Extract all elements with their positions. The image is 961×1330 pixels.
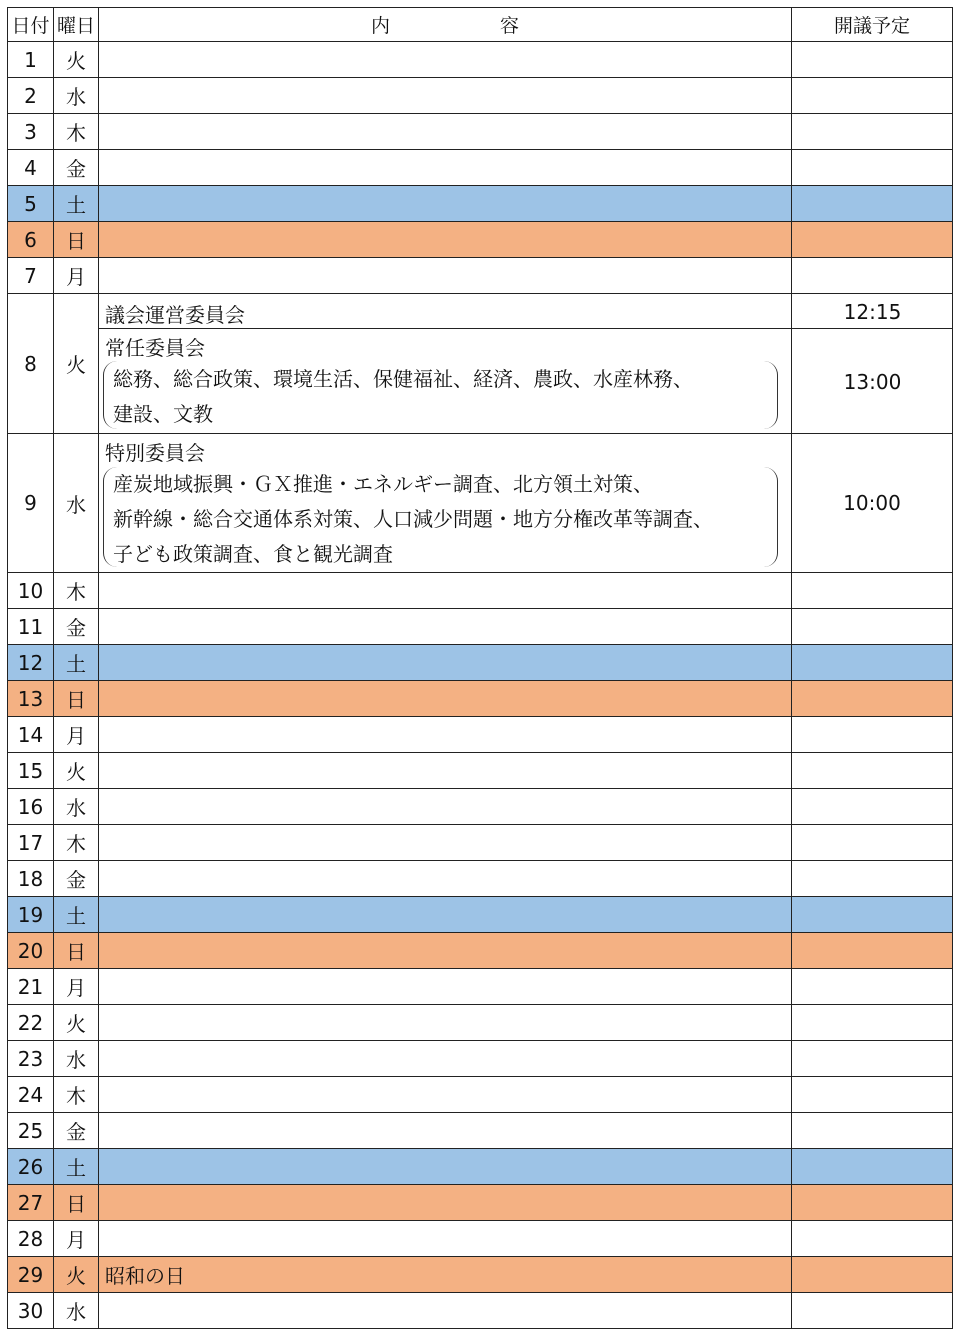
committee-list-line: 子ども政策調査、食と観光調査 [113, 542, 393, 566]
day-of-week-cell: 水 [54, 1293, 99, 1329]
date-cell: 14 [7, 717, 54, 753]
date-cell: 13 [7, 681, 54, 717]
time-cell [792, 186, 953, 222]
day-of-week-cell: 火 [54, 1257, 99, 1293]
day-of-week-cell: 月 [54, 717, 99, 753]
table-row [7, 150, 953, 186]
date-cell: 2 [7, 78, 54, 114]
date-cell: 1 [7, 42, 54, 78]
time-cell [792, 258, 953, 294]
table-row [7, 1041, 953, 1077]
header-content-a: 内 [370, 15, 390, 37]
content-cell [99, 753, 792, 789]
date-cell: 6 [7, 222, 54, 258]
time-cell [792, 645, 953, 681]
day-of-week-cell: 木 [54, 1077, 99, 1113]
content-cell [99, 1077, 792, 1113]
table-row [7, 1149, 953, 1185]
date-cell: 3 [7, 114, 54, 150]
table-row [7, 933, 953, 969]
time-cell [792, 1113, 953, 1149]
table-row [7, 1113, 953, 1149]
content-cell [99, 681, 792, 717]
table-row [7, 681, 953, 717]
divider [99, 328, 953, 329]
date-cell: 9 [7, 434, 54, 573]
time-cell [792, 609, 953, 645]
committee-list-line: 新幹線・総合交通体系対策、人口減少問題・地方分権改革等調査、 [113, 507, 713, 531]
date-cell: 19 [7, 897, 54, 933]
date-cell: 7 [7, 258, 54, 294]
day-of-week-cell: 水 [54, 789, 99, 825]
meeting-title: 議会運営委員会 [105, 303, 245, 327]
day-of-week-cell: 日 [54, 933, 99, 969]
table-row [7, 1005, 953, 1041]
time-cell [792, 114, 953, 150]
time-cell [792, 825, 953, 861]
time-cell [792, 1221, 953, 1257]
content-cell [99, 1005, 792, 1041]
header-start-time: 開議予定 [792, 7, 953, 42]
meeting-time: 12:15 [843, 299, 902, 324]
content-cell [99, 897, 792, 933]
committee-list-line: 建設、文教 [113, 402, 213, 426]
content-cell [99, 150, 792, 186]
content-cell [99, 1293, 792, 1329]
day-of-week-cell: 金 [54, 861, 99, 897]
time-cell [792, 753, 953, 789]
table-row [7, 573, 953, 609]
date-cell: 25 [7, 1113, 54, 1149]
committee-list-line: 総務、総合政策、環境生活、保健福祉、経済、農政、水産林務、 [113, 367, 693, 391]
table-row [7, 789, 953, 825]
date-cell: 22 [7, 1005, 54, 1041]
table-row [7, 609, 953, 645]
header-content-b: 容 [500, 15, 520, 37]
date-cell: 20 [7, 933, 54, 969]
day-of-week-cell: 日 [54, 222, 99, 258]
time-cell [792, 861, 953, 897]
time-cell [792, 681, 953, 717]
header-date: 日付 [7, 7, 54, 42]
date-cell: 21 [7, 969, 54, 1005]
date-cell: 4 [7, 150, 54, 186]
date-cell: 18 [7, 861, 54, 897]
date-cell: 26 [7, 1149, 54, 1185]
day-of-week-cell: 火 [54, 1005, 99, 1041]
time-cell [792, 573, 953, 609]
day-of-week-cell: 水 [54, 1041, 99, 1077]
content-cell [99, 78, 792, 114]
table-row [7, 258, 953, 294]
table-row [7, 1257, 953, 1293]
date-cell: 11 [7, 609, 54, 645]
table-row [7, 897, 953, 933]
content-cell [99, 933, 792, 969]
content-cell [99, 42, 792, 78]
table-row [7, 825, 953, 861]
time-cell [792, 717, 953, 753]
table-row [7, 1185, 953, 1221]
day-of-week-cell: 日 [54, 681, 99, 717]
table-row [7, 186, 953, 222]
content-cell [99, 222, 792, 258]
time-cell [792, 150, 953, 186]
meeting-time: 13:00 [843, 369, 902, 394]
date-cell: 5 [7, 186, 54, 222]
content-cell [99, 645, 792, 681]
time-cell [792, 294, 953, 434]
date-cell: 15 [7, 753, 54, 789]
meeting-title: 常任委員会 [105, 336, 205, 360]
time-cell [792, 1293, 953, 1329]
date-cell: 10 [7, 573, 54, 609]
day-of-week-cell: 土 [54, 186, 99, 222]
day-of-week-cell: 土 [54, 645, 99, 681]
content-cell [99, 573, 792, 609]
day-of-week-cell: 金 [54, 1113, 99, 1149]
date-cell: 12 [7, 645, 54, 681]
date-cell: 8 [7, 294, 54, 434]
day-of-week-cell: 木 [54, 114, 99, 150]
time-cell [792, 222, 953, 258]
content-cell [99, 186, 792, 222]
table-row [7, 1077, 953, 1113]
meeting-title: 特別委員会 [105, 441, 205, 465]
day-of-week-cell: 金 [54, 609, 99, 645]
content-cell [99, 1221, 792, 1257]
table-row [7, 969, 953, 1005]
content-cell [99, 258, 792, 294]
time-cell [792, 1149, 953, 1185]
date-cell: 28 [7, 1221, 54, 1257]
header-day-of-week: 曜日 [54, 7, 99, 42]
date-cell: 16 [7, 789, 54, 825]
time-cell [792, 1185, 953, 1221]
content-cell [99, 969, 792, 1005]
header-content [99, 7, 792, 42]
time-cell [792, 1077, 953, 1113]
content-cell [99, 789, 792, 825]
content-cell [99, 1185, 792, 1221]
content-cell [99, 861, 792, 897]
table-row [7, 753, 953, 789]
table-row [7, 78, 953, 114]
day-of-week-cell: 火 [54, 753, 99, 789]
day-of-week-cell: 火 [54, 294, 99, 434]
time-cell [792, 933, 953, 969]
day-of-week-cell: 月 [54, 969, 99, 1005]
content-cell [99, 717, 792, 753]
content-cell [99, 434, 792, 573]
content-cell [99, 294, 792, 434]
date-cell: 24 [7, 1077, 54, 1113]
day-of-week-cell: 月 [54, 258, 99, 294]
time-cell [792, 1005, 953, 1041]
time-cell [792, 42, 953, 78]
table-row [7, 645, 953, 681]
table-row [7, 717, 953, 753]
day-of-week-cell: 木 [54, 573, 99, 609]
date-cell: 17 [7, 825, 54, 861]
day-of-week-cell: 水 [54, 434, 99, 573]
content-cell: 昭和の日 [99, 1257, 792, 1293]
time-cell [792, 969, 953, 1005]
time-cell [792, 1041, 953, 1077]
meeting-time: 10:00 [792, 434, 953, 573]
content-cell [99, 1041, 792, 1077]
table-row [7, 861, 953, 897]
table-row [7, 1221, 953, 1257]
committee-list-line: 産炭地域振興・ＧＸ推進・エネルギー調査、北方領土対策、 [113, 472, 653, 496]
content-cell [99, 825, 792, 861]
table-row [7, 294, 953, 434]
content-cell [99, 1113, 792, 1149]
content-cell [99, 114, 792, 150]
content-cell [99, 1149, 792, 1185]
day-of-week-cell: 金 [54, 150, 99, 186]
day-of-week-cell: 火 [54, 42, 99, 78]
time-cell [792, 897, 953, 933]
time-cell [792, 1257, 953, 1293]
date-cell: 30 [7, 1293, 54, 1329]
table-row [7, 42, 953, 78]
table-row [7, 1293, 953, 1329]
table-row [7, 114, 953, 150]
day-of-week-cell: 土 [54, 1149, 99, 1185]
day-of-week-cell: 木 [54, 825, 99, 861]
date-cell: 23 [7, 1041, 54, 1077]
content-cell [99, 609, 792, 645]
date-cell: 27 [7, 1185, 54, 1221]
day-of-week-cell: 土 [54, 897, 99, 933]
date-cell: 29 [7, 1257, 54, 1293]
table-row [7, 434, 953, 573]
table-header [7, 7, 953, 42]
time-cell [792, 78, 953, 114]
day-of-week-cell: 水 [54, 78, 99, 114]
day-of-week-cell: 日 [54, 1185, 99, 1221]
time-cell [792, 789, 953, 825]
table-row [7, 222, 953, 258]
day-of-week-cell: 月 [54, 1221, 99, 1257]
